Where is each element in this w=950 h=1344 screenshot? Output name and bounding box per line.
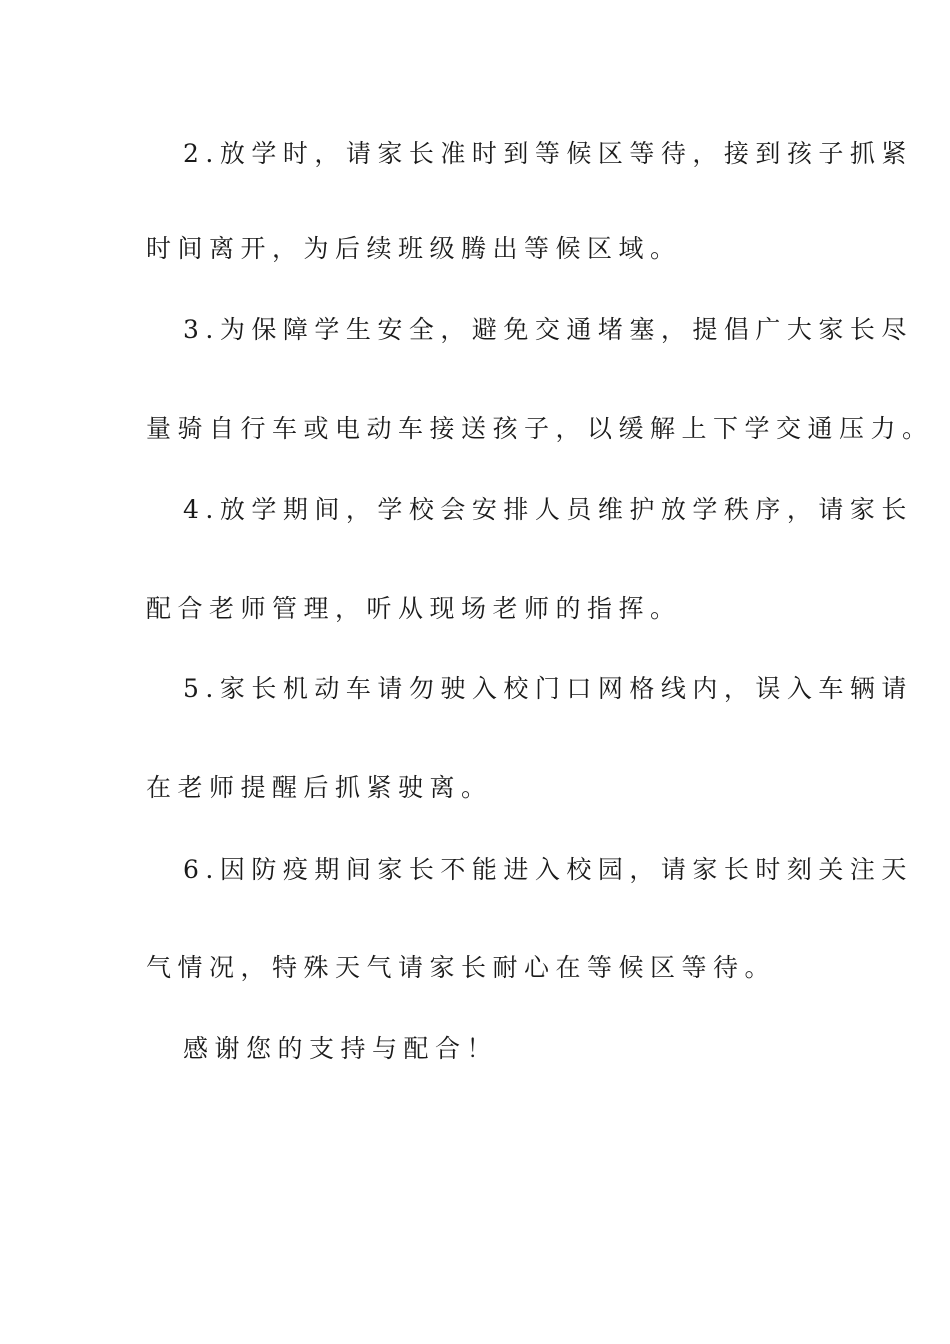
item-2-line-2: 时间离开，为后续班级腾出等候区域。 [146,234,682,263]
item-3-line-2: 量骑自行车或电动车接送孩子，以缓解上下学交通压力。 [146,414,934,443]
closing-line: 感谢您的支持与配合！ [183,1034,499,1063]
item-3-line-1: 3.为保障学生安全，避免交通堵塞，提倡广大家长尽 [183,315,913,344]
item-6-line-1: 6.因防疫期间家长不能进入校园，请家长时刻关注天 [183,855,913,884]
item-5-line-2: 在老师提醒后抓紧驶离。 [146,773,493,802]
item-4-line-2: 配合老师管理，听从现场老师的指挥。 [146,594,682,623]
item-4-line-1: 4.放学期间，学校会安排人员维护放学秩序，请家长 [183,495,913,524]
item-6-line-2: 气情况，特殊天气请家长耐心在等候区等待。 [146,953,777,982]
item-2-line-1: 2.放学时，请家长准时到等候区等待，接到孩子抓紧 [183,139,913,168]
item-5-line-1: 5.家长机动车请勿驶入校门口网格线内，误入车辆请 [183,674,913,703]
